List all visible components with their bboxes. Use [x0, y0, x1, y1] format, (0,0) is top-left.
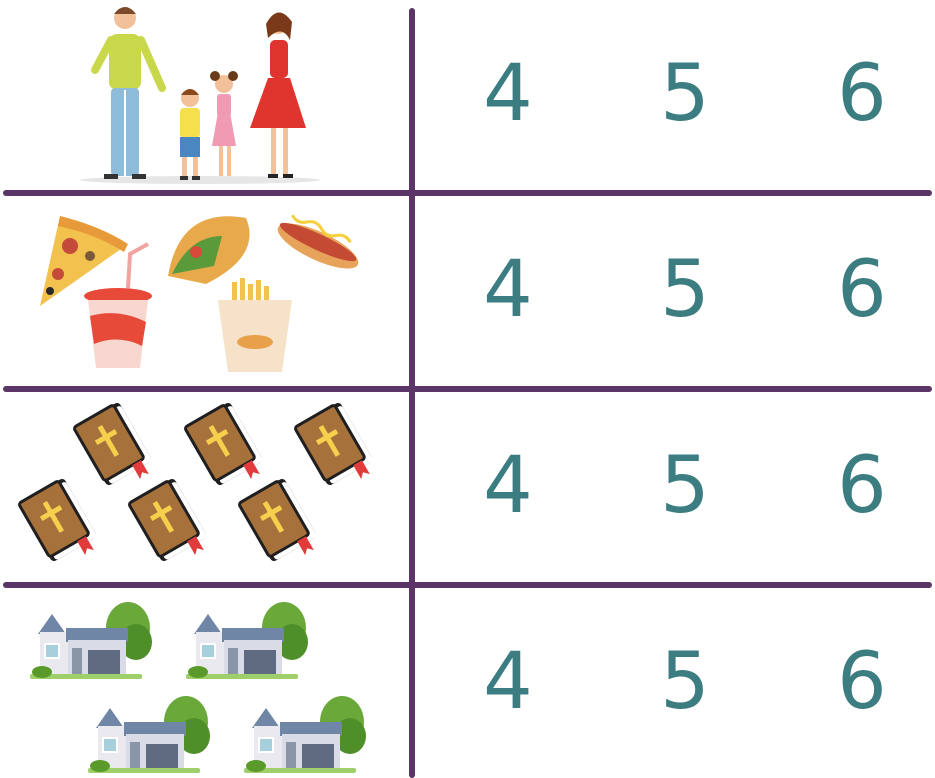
books-picture: [0, 392, 405, 582]
option-number[interactable]: 5: [660, 637, 710, 727]
family-picture: [0, 0, 405, 190]
book-icon: [18, 478, 102, 572]
boy-figure: [180, 89, 200, 180]
counting-row-food: [0, 196, 935, 386]
house-icon: [30, 602, 152, 679]
option-number[interactable]: 4: [483, 637, 533, 727]
mother-figure: [250, 12, 306, 178]
book-icon: [73, 402, 157, 496]
option-number[interactable]: 6: [837, 637, 887, 727]
book-icon: [184, 402, 268, 496]
option-number[interactable]: 4: [483, 441, 533, 531]
option-number[interactable]: 6: [837, 49, 887, 139]
girl-figure: [210, 71, 238, 176]
house-icon: [88, 696, 210, 773]
food-picture: [0, 196, 405, 386]
taco-icon: [168, 216, 250, 284]
counting-row-family: [0, 0, 935, 190]
counting-row-houses: [0, 588, 935, 778]
father-figure: [95, 7, 162, 179]
houses-picture: [0, 588, 405, 778]
option-number[interactable]: 5: [660, 441, 710, 531]
option-number[interactable]: 4: [483, 245, 533, 335]
book-icon: [294, 402, 378, 496]
book-icon: [128, 478, 212, 572]
house-icon: [186, 602, 308, 679]
house-icon: [244, 696, 366, 773]
counting-row-books: [0, 392, 935, 582]
fries-icon: [218, 278, 292, 372]
book-icon: [238, 478, 322, 572]
option-number[interactable]: 5: [660, 49, 710, 139]
option-number[interactable]: 4: [483, 49, 533, 139]
hotdog-icon: [272, 213, 364, 278]
option-number[interactable]: 6: [837, 245, 887, 335]
option-number[interactable]: 6: [837, 441, 887, 531]
option-number[interactable]: 5: [660, 245, 710, 335]
